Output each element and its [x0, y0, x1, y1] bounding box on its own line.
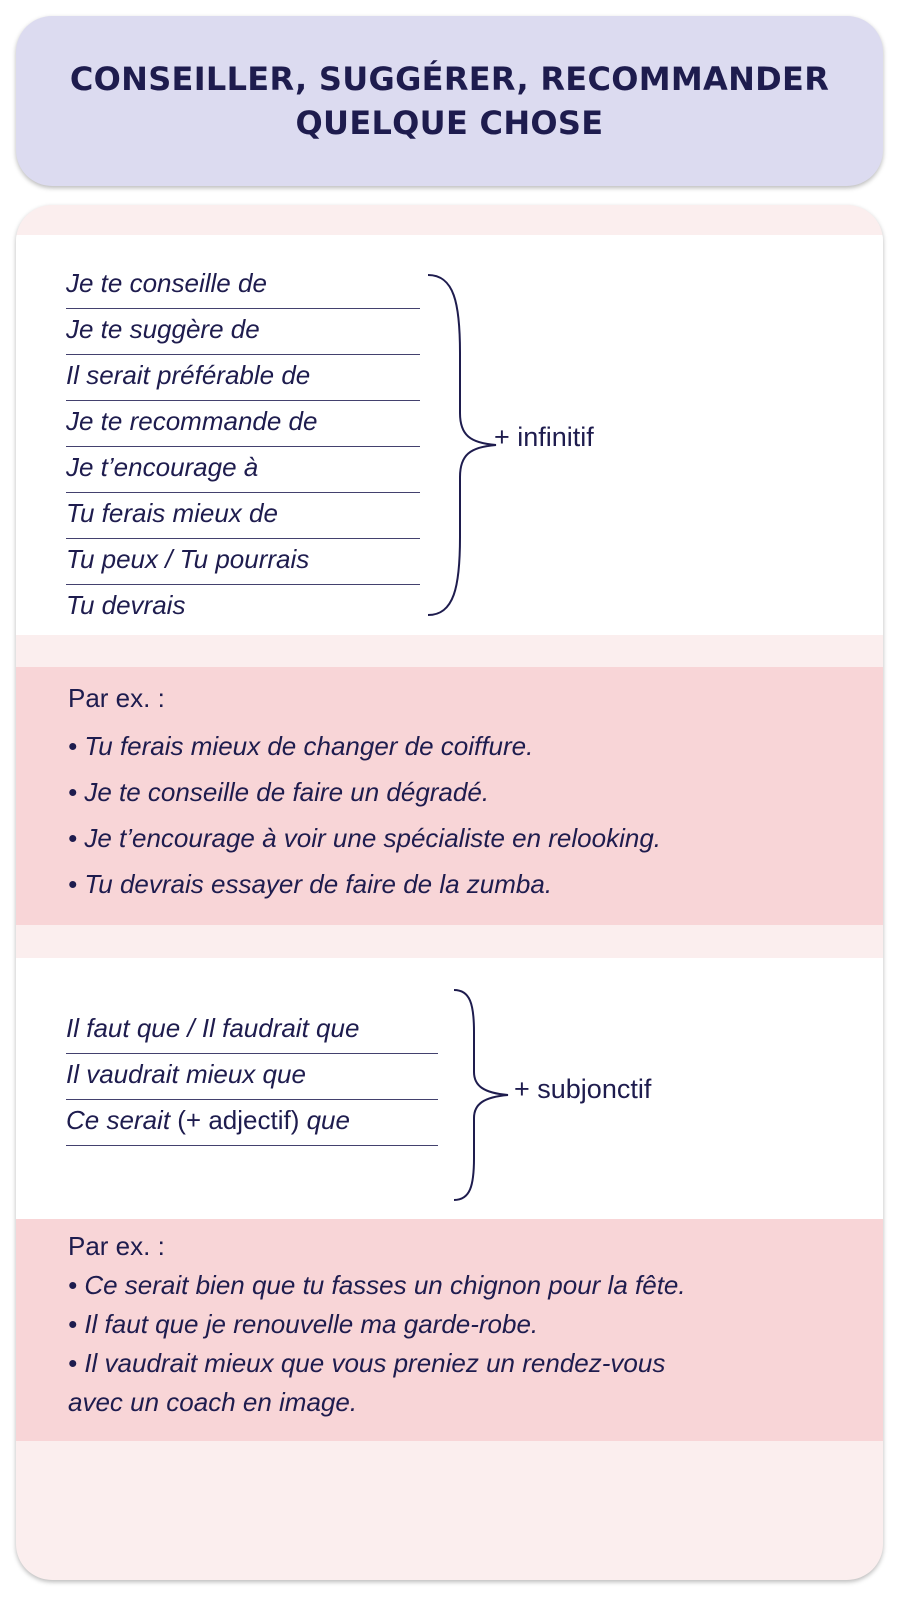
examples-subjunctive [16, 1219, 883, 1441]
adjective-note: (+ adjectif) [177, 1105, 307, 1135]
title-banner [16, 16, 883, 186]
infinitive-phrase: Je t’encourage à [66, 447, 420, 493]
subjunctive-suffix: + subjonctif [514, 1074, 652, 1104]
subjunctive-phrase: Il faut que / Il faudrait que [66, 1008, 438, 1054]
subjunctive-phrase-start: Ce serait [66, 1105, 178, 1135]
infinitive-phrase: Tu peux / Tu pourrais [66, 539, 420, 585]
title-line-1: CONSEILLER, SUGGÉRER, RECOMMANDER [69, 60, 830, 98]
infinitive-phrase-list [66, 263, 420, 631]
example-item: • Ce serait bien que tu fasses un chignon pour la fête. [68, 1270, 686, 1300]
example-item: • Tu ferais mieux de changer de coiffure. [68, 731, 534, 761]
infinitive-section [16, 235, 883, 635]
example-item: • Je t’encourage à voir une spécialiste en relooking. [68, 823, 662, 853]
example-item: • Il faut que je renouvelle ma garde-robe. [68, 1309, 539, 1339]
subjunctive-phrase [66, 1100, 438, 1146]
subjunctive-phrase-end: que [306, 1105, 350, 1135]
infinitive-suffix: + infinitif [494, 422, 594, 452]
infinitive-phrase: Tu ferais mieux de [66, 493, 420, 539]
examples-infinitive [16, 667, 883, 925]
content-card [16, 205, 883, 1580]
example-label: Par ex. : [68, 1231, 165, 1261]
example-list [68, 1266, 686, 1422]
example-label: Par ex. : [68, 683, 165, 713]
example-item-continued: avec un coach en image. [68, 1387, 358, 1417]
infinitive-phrase: Tu devrais [66, 590, 186, 620]
title-line-2: QUELQUE CHOSE [295, 104, 604, 142]
infinitive-phrase: Il serait préférable de [66, 355, 420, 401]
page-title [70, 57, 829, 145]
example-list [68, 723, 661, 907]
infinitive-phrase: Je te recommande de [66, 401, 420, 447]
curly-brace-infinitive [424, 273, 504, 617]
example-item: • Je te conseille de faire un dégradé. [68, 777, 490, 807]
infinitive-phrase: Je te conseille de [66, 263, 420, 309]
infinitive-phrase: Je te suggère de [66, 309, 420, 355]
subjunctive-section [16, 958, 883, 1220]
subjunctive-phrase: Il vaudrait mieux que [66, 1054, 438, 1100]
example-item: • Il vaudrait mieux que vous preniez un rendez-vous [68, 1348, 666, 1378]
subjunctive-phrase-list [66, 1008, 438, 1146]
example-item: • Tu devrais essayer de faire de la zumba. [68, 869, 553, 899]
